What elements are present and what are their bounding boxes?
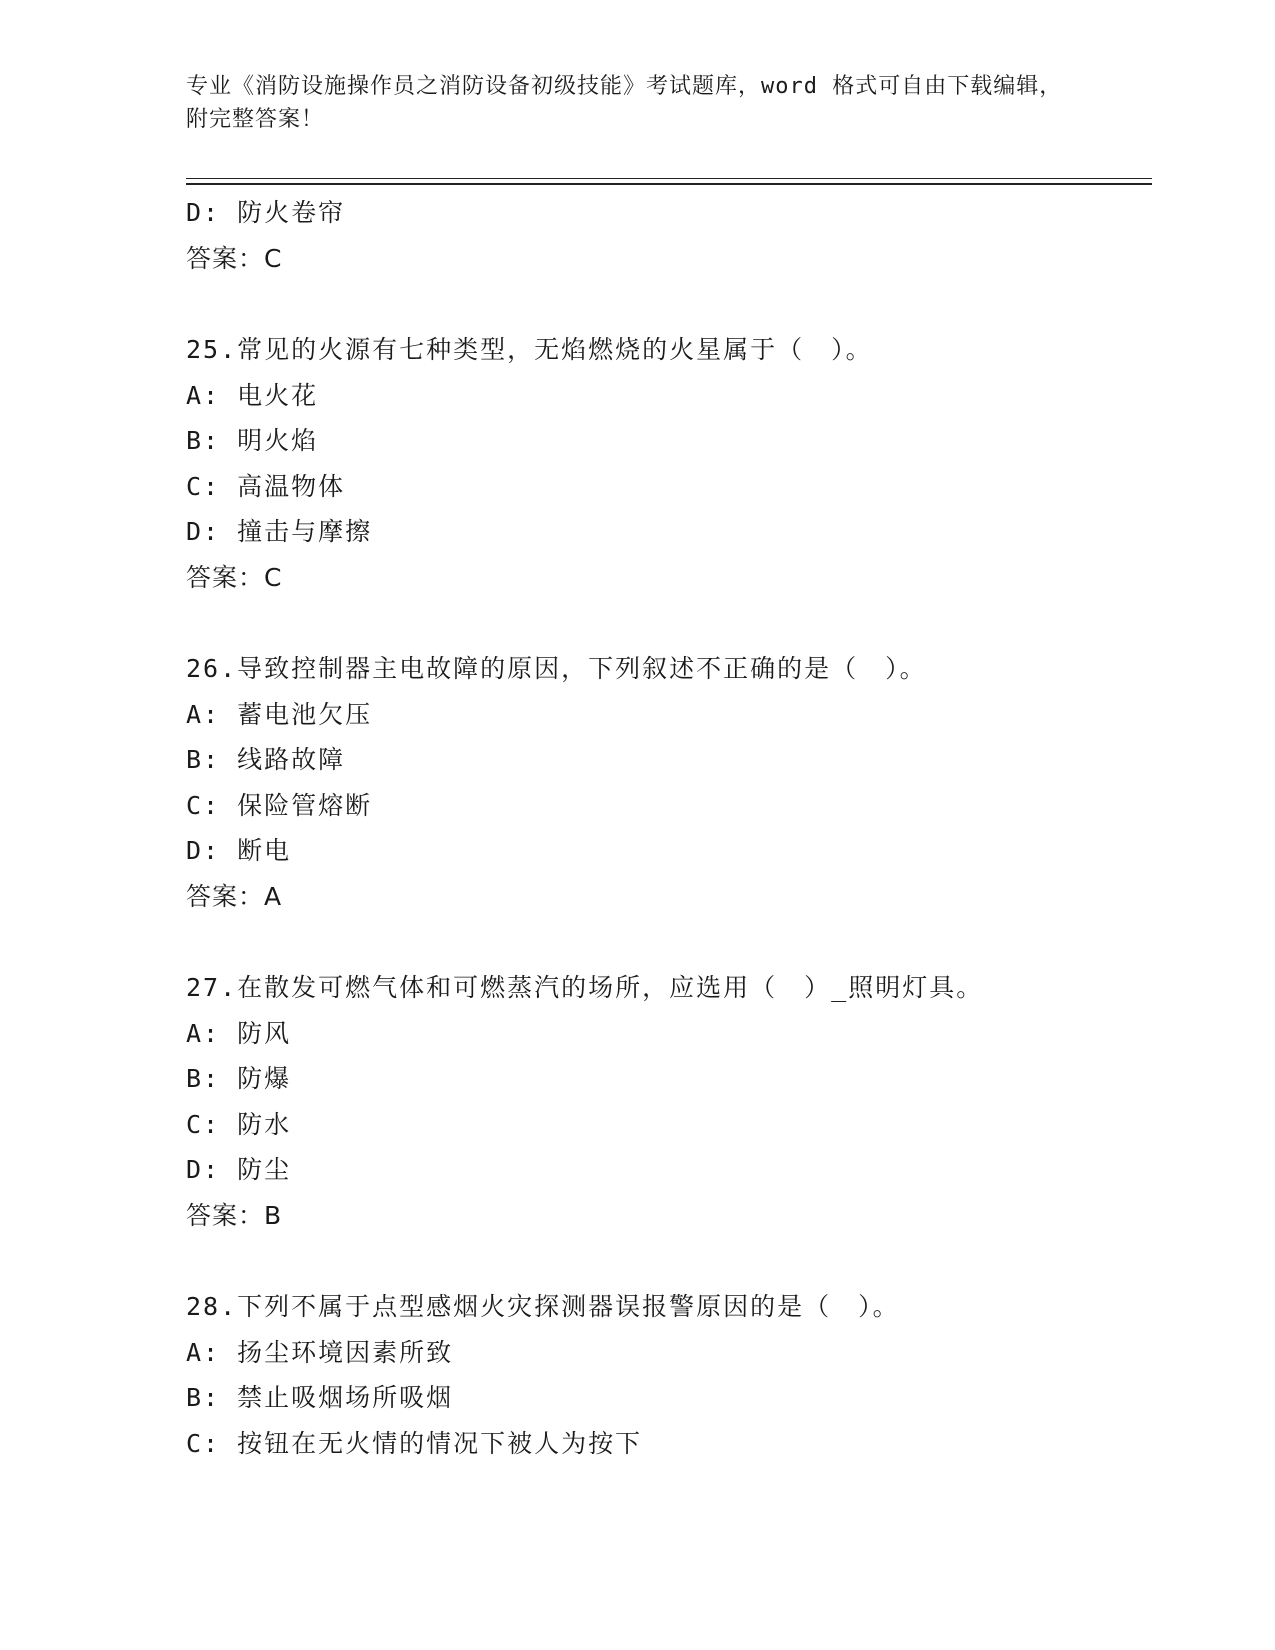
option-a: A: 扬尘环境因素所致	[186, 1337, 454, 1367]
question-27	[186, 965, 1152, 1238]
answer: 答案：C	[186, 562, 283, 592]
option-b: B: 禁止吸烟场所吸烟	[186, 1383, 454, 1412]
option-b: B: 明火焰	[186, 426, 319, 455]
option-c: C: 防水	[186, 1109, 292, 1139]
question-25	[186, 327, 1152, 600]
option-b: B: 线路故障	[186, 745, 346, 774]
option-b: B: 防爆	[186, 1064, 292, 1093]
question-stem: 26.导致控制器主电故障的原因，下列叙述不正确的是（ ）。	[186, 654, 927, 683]
header-divider-thin	[186, 178, 1152, 179]
option-c: C: 高温物体	[186, 471, 346, 501]
question-24-answer: 答案：C	[186, 243, 283, 273]
spacer	[186, 281, 1152, 327]
option-d: D: 断电	[186, 836, 292, 865]
answer: 答案：B	[186, 1200, 283, 1230]
question-stem: 25.常见的火源有七种类型，无焰燃烧的火星属于（ ）。	[186, 335, 873, 364]
question-list	[186, 190, 1152, 1466]
option-d: D: 撞击与摩擦	[186, 517, 373, 546]
document-header: 专业《消防设施操作员之消防设备初级技能》考试题库，word 格式可自由下载编辑，附完整答案！	[186, 74, 1063, 132]
spacer	[186, 919, 1152, 965]
option-c: C: 按钮在无火情的情况下被人为按下	[186, 1428, 643, 1458]
question-28	[186, 1284, 1152, 1466]
option-a: A: 蓄电池欠压	[186, 699, 373, 729]
option-a: A: 电火花	[186, 380, 319, 410]
option-d: D: 防尘	[186, 1155, 292, 1184]
spacer	[186, 600, 1152, 646]
question-24-option-d: D: 防火卷帘	[186, 198, 346, 227]
option-c: C: 保险管熔断	[186, 790, 373, 820]
question-stem: 27.在散发可燃气体和可燃蒸汽的场所，应选用（ ）_照明灯具。	[186, 973, 984, 1002]
question-26	[186, 646, 1152, 919]
answer: 答案：A	[186, 881, 283, 911]
question-stem: 28.下列不属于点型感烟火灾探测器误报警原因的是（ ）。	[186, 1292, 900, 1321]
spacer	[186, 1238, 1152, 1284]
option-a: A: 防风	[186, 1018, 292, 1048]
header-divider-thick	[186, 183, 1152, 185]
